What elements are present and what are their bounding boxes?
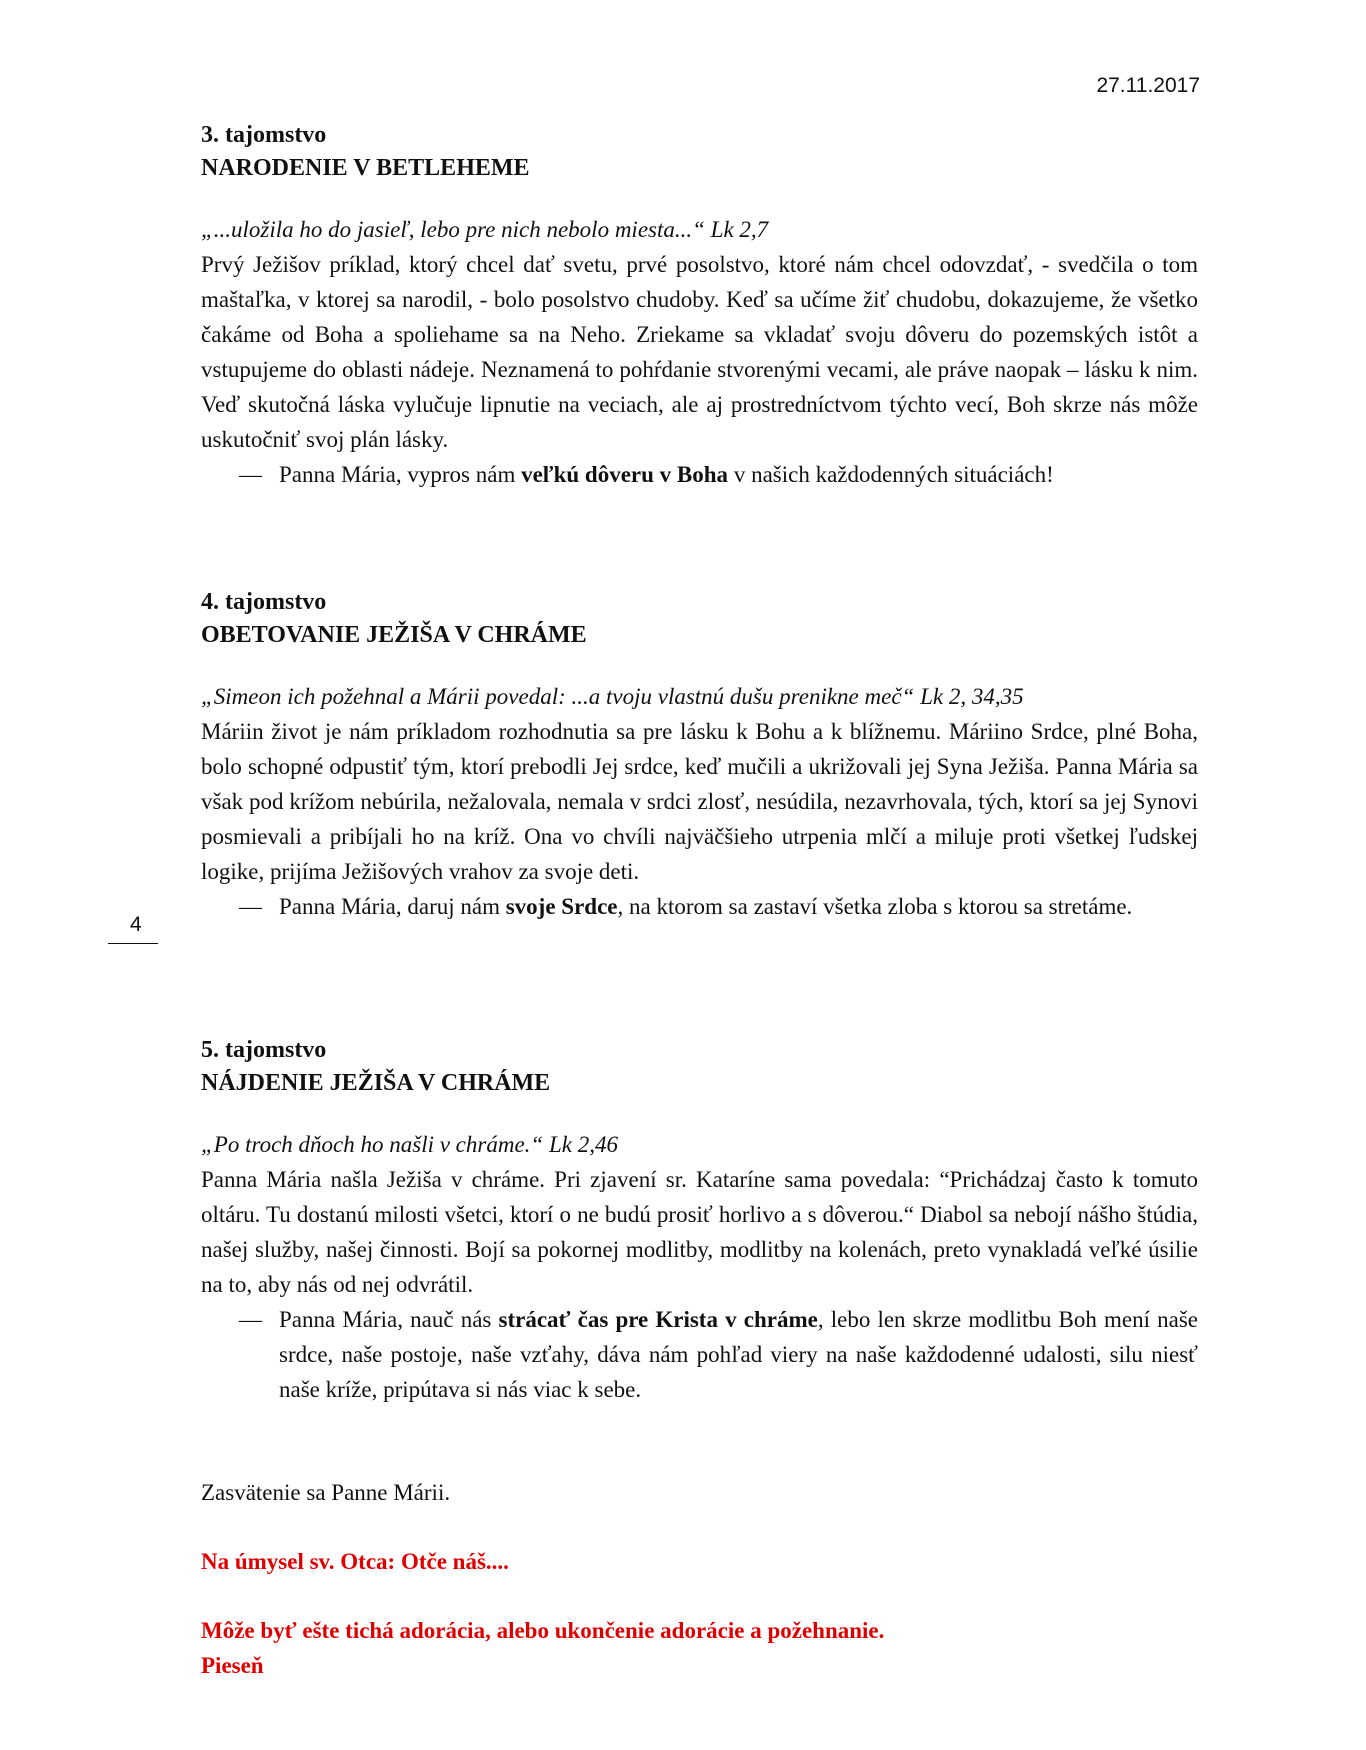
consecration-line: Zasvätenie sa Panne Márii. — [201, 1480, 451, 1505]
song-line: Pieseň — [201, 1653, 264, 1678]
mystery-number: 5. tajomstvo — [201, 1037, 327, 1063]
prayer-emphasis: veľkú dôveru v Boha — [521, 462, 729, 487]
mystery-number: 3. tajomstvo — [201, 122, 327, 148]
meditation-text: Prvý Ježišov príklad, ktorý chcel dať svetu, prvé posolstvo, ktoré nám chcel odovzdať, - svedčila o tom maštaľka, v ktorej sa narodil, - bolo posolstvo chudoby. Keď sa učíme žiť chudobu, dokazujeme, že všetko čakáme od Boha a spoliehame sa na Neho. Zriekame sa vkladať svoju dôveru do pozemských istôt a vstupujeme do oblasti nádeje. Neznamená to pohŕdanie stvorenými vecami, ale práve naopak – lásku k nim. Veď skutočná láska vylučuje lipnutie na veciach, ale aj prostredníctvom týchto vecí, Boh skrze nás môže uskutočniť svoj plán lásky. — [201, 252, 1198, 452]
mystery-section-5 — [201, 1035, 1198, 1407]
meditation-text: Panna Mária našla Ježiša v chráme. Pri zjavení sr. Kataríne sama povedala: “Prichádzaj často k tomuto oltáru. Tu dostanú milosti všetci, ktorí o ne budú prosiť horlivo a s dôverou.“ Diabol sa nebojí nášho štúdia, našej služby, našej činnosti. Bojí sa pokornej modlitby, modlitby na kolenách, preto vynakladá veľké úsilie na to, aby nás od nej odvrátil. — [201, 1167, 1198, 1297]
prayer-intention — [239, 889, 1198, 924]
mystery-title: NARODENIE V BETLEHEME — [201, 155, 530, 181]
page-number: 4 — [130, 913, 142, 936]
scripture-quote: „...uložila ho do jasieľ, lebo pre nich nebolo miesta...“ Lk 2,7 — [201, 217, 769, 242]
prayer-text-end: , na ktorom sa zastaví všetka zloba s ktorou sa stretáme. — [617, 894, 1133, 919]
mystery-title: OBETOVANIE JEŽIŠA V CHRÁME — [201, 622, 587, 648]
prayer-text-start: Panna Mária, nauč nás — [279, 1307, 499, 1332]
meditation-text: Máriin život je nám príkladom rozhodnutia sa pre lásku k Bohu a k blížnemu. Máriino Srdce, plné Boha, bolo schopné odpustiť tým, ktorí prebodli Jej srdce, keď mučili a ukrižovali jej Syna Ježiša. Panna Mária sa však pod krížom nebúrila, nežalovala, nemala v srdci zlosť, nesúdila, nezavrhovala, tých, ktorí sa jej Synovi posmievali a pribíjali ho na kríž. Ona vo chvíli najväčšieho utrpenia mlčí a miluje proti všetkej ľudskej logike, prijíma Ježišových vrahov za svoje deti. — [201, 719, 1198, 884]
adoration-line: Môže byť ešte tichá adorácia, alebo ukončenie adorácie a požehnanie. — [201, 1618, 885, 1643]
em-dash: — — [239, 1307, 262, 1332]
prayer-emphasis: strácať čas pre Krista v chráme — [498, 1307, 818, 1332]
page-number-rule — [108, 943, 158, 944]
mystery-title: NÁJDENIE JEŽIŠA V CHRÁME — [201, 1070, 551, 1096]
intention-line: Na úmysel sv. Otca: Otče náš.... — [201, 1549, 509, 1574]
prayer-text-end: , lebo len skrze modlitbu Boh mení naše srdce, naše postoje, naše vzťahy, dáva nám pohľad viery na naše každodenné udalosti, silu niesť naše kríže, pripútava si nás viac k sebe. — [279, 1307, 1199, 1402]
em-dash: — — [239, 462, 262, 487]
page-date: 27.11.2017 — [1096, 74, 1200, 97]
prayer-text-end: v našich každodenných situáciách! — [728, 462, 1054, 487]
prayer-text-start: Panna Mária, vypros nám — [279, 462, 522, 487]
mystery-section-3 — [201, 120, 1198, 492]
mystery-section-4 — [201, 587, 1198, 924]
prayer-intention — [239, 457, 1198, 492]
prayer-intention — [239, 1302, 1199, 1407]
em-dash: — — [239, 894, 262, 919]
scripture-quote: „Po troch dňoch ho našli v chráme.“ Lk 2,46 — [201, 1132, 618, 1157]
prayer-emphasis: svoje Srdce — [505, 894, 618, 919]
prayer-text-start: Panna Mária, daruj nám — [279, 894, 506, 919]
mystery-number: 4. tajomstvo — [201, 589, 327, 615]
scripture-quote: „Simeon ich požehnal a Márii povedal: ...a tvoju vlastnú dušu prenikne meč“ Lk 2, 34,35 — [201, 684, 1024, 709]
